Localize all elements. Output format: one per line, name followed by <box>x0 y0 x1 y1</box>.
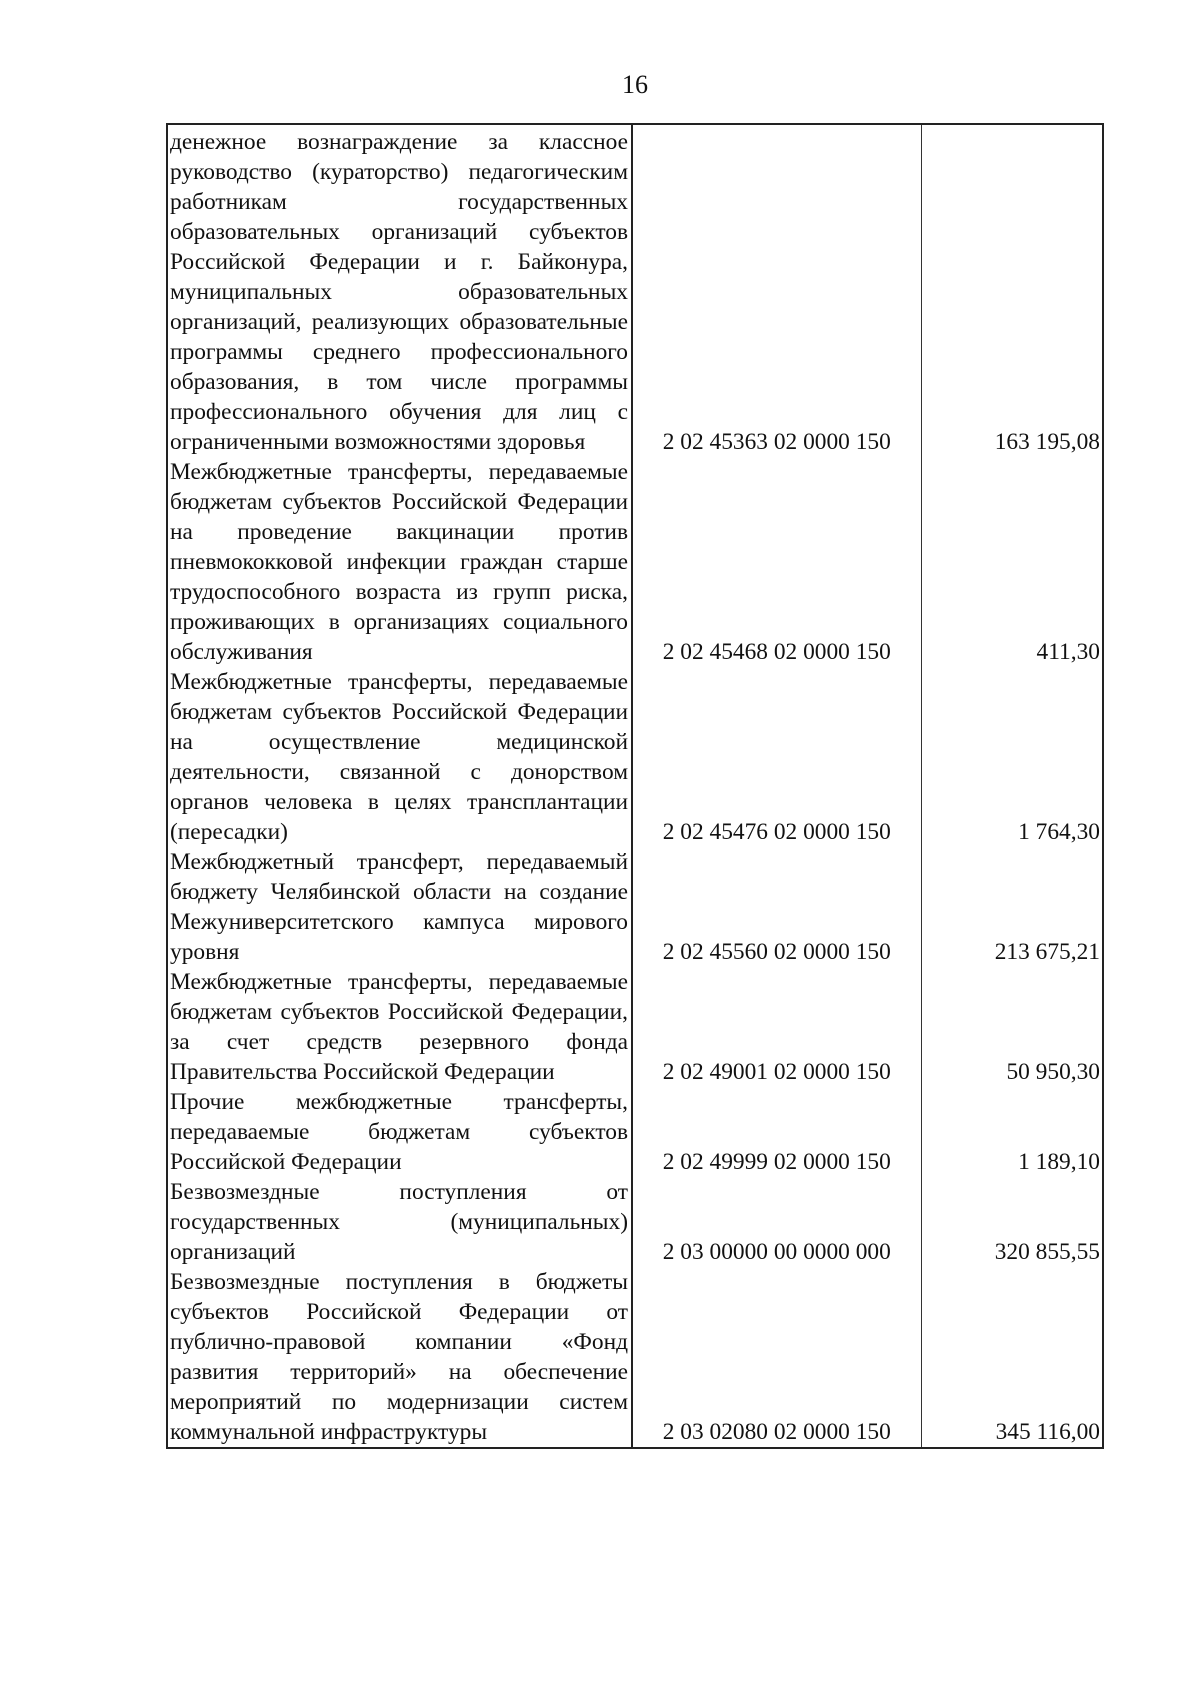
row-amount: 411,30 <box>921 457 1103 667</box>
table-row <box>167 1087 1103 1177</box>
row-amount: 213 675,21 <box>921 847 1103 967</box>
row-code: 2 02 49001 02 0000 150 <box>632 967 921 1087</box>
row-amount: 50 950,30 <box>921 967 1103 1087</box>
row-amount: 345 116,00 <box>921 1267 1103 1448</box>
row-code: 2 02 45560 02 0000 150 <box>632 847 921 967</box>
table-row <box>167 124 1103 457</box>
row-description: Прочие межбюджетные трансферты, передаваемые бюджетам субъектов Российской Федерации <box>167 1087 632 1177</box>
row-description: денежное вознаграждение за классное руководство (кураторство) педагогическим работникам государственных образовательных организаций субъектов Российской Федерации и г. Байконура, муниципальных образовательных организаций, реализующих образовательные программы среднего профессионального образования, в том числе программы профессионального обучения для лиц с ограниченными возможностями здоровья <box>167 124 632 457</box>
row-code: 2 02 45476 02 0000 150 <box>632 667 921 847</box>
table-row <box>167 457 1103 667</box>
table-row <box>167 967 1103 1087</box>
row-description: Межбюджетный трансферт, передаваемый бюджету Челябинской области на создание Межуниверситетского кампуса мирового уровня <box>167 847 632 967</box>
table-row <box>167 1267 1103 1448</box>
row-code: 2 03 00000 00 0000 000 <box>632 1177 921 1267</box>
row-amount: 163 195,08 <box>921 124 1103 457</box>
table-row <box>167 847 1103 967</box>
row-amount: 1 189,10 <box>921 1087 1103 1177</box>
row-description: Безвозмездные поступления от государственных (муниципальных) организаций <box>167 1177 632 1267</box>
row-code: 2 02 45468 02 0000 150 <box>632 457 921 667</box>
revenue-table <box>166 123 1104 1449</box>
row-description: Безвозмездные поступления в бюджеты субъектов Российской Федерации от публично-правовой компании «Фонд развития территорий» на обеспечение мероприятий по модернизации систем коммунальной инфраструктуры <box>167 1267 632 1448</box>
row-description: Межбюджетные трансферты, передаваемые бюджетам субъектов Российской Федерации, за счет средств резервного фонда Правительства Российской Федерации <box>167 967 632 1087</box>
row-code: 2 03 02080 02 0000 150 <box>632 1267 921 1448</box>
row-code: 2 02 49999 02 0000 150 <box>632 1087 921 1177</box>
table-row <box>167 1177 1103 1267</box>
table-row <box>167 667 1103 847</box>
row-amount: 320 855,55 <box>921 1177 1103 1267</box>
row-description: Межбюджетные трансферты, передаваемые бюджетам субъектов Российской Федерации на проведение вакцинации против пневмококковой инфекции граждан старше трудоспособного возраста из групп риска, проживающих в организациях социального обслуживания <box>167 457 632 667</box>
row-code: 2 02 45363 02 0000 150 <box>632 124 921 457</box>
row-amount: 1 764,30 <box>921 667 1103 847</box>
row-description: Межбюджетные трансферты, передаваемые бюджетам субъектов Российской Федерации на осуществление медицинской деятельности, связанной с донорством органов человека в целях трансплантации (пересадки) <box>167 667 632 847</box>
page-number: 16 <box>622 70 648 99</box>
